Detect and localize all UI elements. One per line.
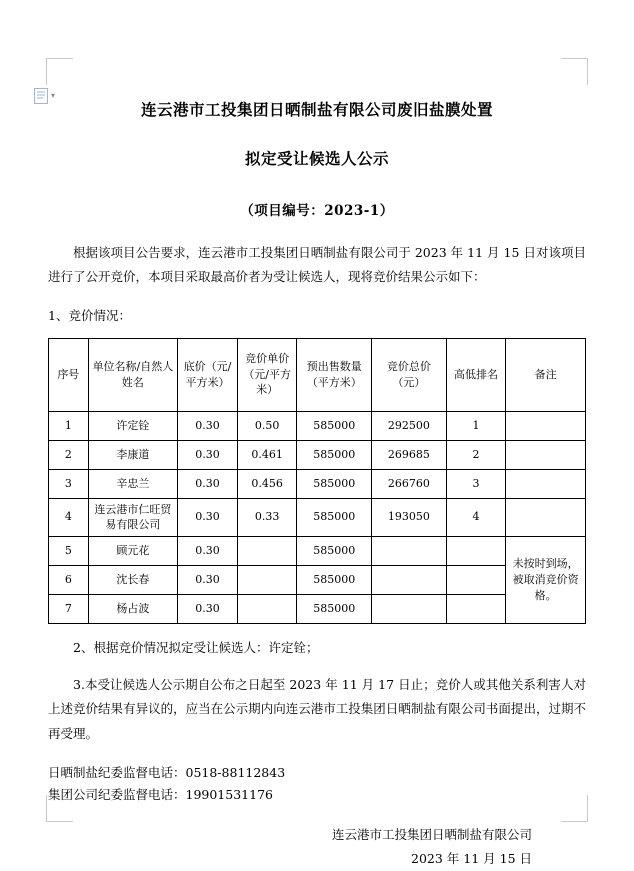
column-header-bid-unit-price: 竞价单价（元/平方米） [237,338,297,411]
cell-name: 杨占波 [88,595,178,624]
cell-bid-unit-price: 0.461 [237,440,297,469]
cell-base-price: 0.30 [178,498,238,537]
table-row [49,595,586,624]
signature-date: 2023 年 11 月 15 日 [411,851,532,867]
crop-mark-bottom-left [46,795,73,822]
table-row [49,411,586,440]
cell-name: 沈长春 [88,566,178,595]
cell-seq: 2 [49,440,89,469]
cell-total-price: 193050 [372,498,447,537]
cell-total-price [372,566,447,595]
cell-total-price: 269685 [372,440,447,469]
cell-seq: 1 [49,411,89,440]
cell-seq: 3 [49,469,89,498]
cell-seq: 5 [49,537,89,566]
cell-remark [506,440,586,469]
cell-quantity: 585000 [297,537,372,566]
cell-bid-unit-price: 0.33 [237,498,297,537]
cell-total-price [372,537,447,566]
table-row [49,537,586,566]
cell-quantity: 585000 [297,411,372,440]
table-header-row [49,338,586,411]
crop-mark-bottom-right [561,795,588,822]
cell-quantity: 585000 [297,469,372,498]
cell-quantity: 585000 [297,566,372,595]
intro-paragraph: 根据该项目公告要求，连云港市工投集团日晒制盐有限公司于 2023 年 11 月 15 日对该项目进行了公开竞价，本项目采取最高价者为受让候选人，现将竞价结果公示如下： [48,245,586,285]
cell-total-price: 266760 [372,469,447,498]
page-title-second-line: 拟定受让候选人公示 [244,149,389,168]
cell-seq: 4 [49,498,89,537]
table-row [49,566,586,595]
cell-name: 顾元花 [88,537,178,566]
cell-quantity: 585000 [297,440,372,469]
contact-line-2: 集团公司纪委监督电话：19901531176 [48,786,273,802]
page-title: 连云港市工投集团日晒制盐有限公司废旧盐膜处置 [140,100,493,119]
table-row [49,469,586,498]
table-row [49,440,586,469]
document-page-icon[interactable] [34,88,55,104]
bid-results-table [48,338,586,625]
cell-rank [446,566,506,595]
section-1-label: 1、竞价情况： [48,307,131,323]
cell-rank: 2 [446,440,506,469]
cell-total-price: 292500 [372,411,447,440]
column-header-name: 单位名称/自然人姓名 [88,338,178,411]
cell-base-price: 0.30 [178,469,238,498]
table-row [49,498,586,537]
cell-rank [446,595,506,624]
cell-bid-unit-price: 0.50 [237,411,297,440]
cell-name: 连云港市仁旺贸易有限公司 [88,498,178,537]
cell-seq: 6 [49,566,89,595]
contact-line-1: 日晒制盐纪委监督电话：0518-88112843 [48,764,286,780]
crop-mark-top-right [561,58,588,85]
cell-remark [506,498,586,537]
cell-name: 许定铨 [88,411,178,440]
section-3-paragraph: 3.本受让候选人公示期自公布之日起至 2023 年 11 月 17 日止；竞价人或其他关系利害人对上述竞价结果有异议的，应当在公示期内向连云港市工投集团日晒制盐有限公司书面提出，过期不再受理。 [48,676,586,741]
cell-quantity: 585000 [297,498,372,537]
cell-base-price: 0.30 [178,537,238,566]
column-header-remark: 备注 [506,338,586,411]
column-header-seq: 序号 [49,338,89,411]
cell-rank [446,537,506,566]
cell-bid-unit-price [237,537,297,566]
cell-remark [506,411,586,440]
cell-seq: 7 [49,595,89,624]
cell-bid-unit-price [237,595,297,624]
cell-remark [506,469,586,498]
cell-base-price: 0.30 [178,440,238,469]
column-header-total-price: 竞价总价（元） [372,338,447,411]
crop-mark-top-left [46,58,73,85]
cell-base-price: 0.30 [178,595,238,624]
cell-base-price: 0.30 [178,566,238,595]
cell-rank: 3 [446,469,506,498]
cell-remark-merged: 未按时到场，被取消竞价资格。 [506,537,586,624]
chevron-down-icon[interactable]: ▾ [51,91,56,100]
cell-name: 辛忠兰 [88,469,178,498]
column-header-base-price: 底价（元/平方米） [178,338,238,411]
cell-total-price [372,595,447,624]
cell-base-price: 0.30 [178,411,238,440]
project-number: （项目编号：2023-1） [240,203,394,219]
cell-rank: 1 [446,411,506,440]
cell-bid-unit-price: 0.456 [237,469,297,498]
cell-name: 李康道 [88,440,178,469]
column-header-quantity: 预出售数量（平方米） [297,338,372,411]
signature-company: 连云港市工投集团日晒制盐有限公司 [331,826,532,842]
cell-rank: 4 [446,498,506,537]
section-2-paragraph: 2、根据竞价情况拟定受让候选人：许定铨； [73,640,319,656]
cell-bid-unit-price [237,566,297,595]
column-header-rank: 高低排名 [446,338,506,411]
cell-quantity: 585000 [297,595,372,624]
